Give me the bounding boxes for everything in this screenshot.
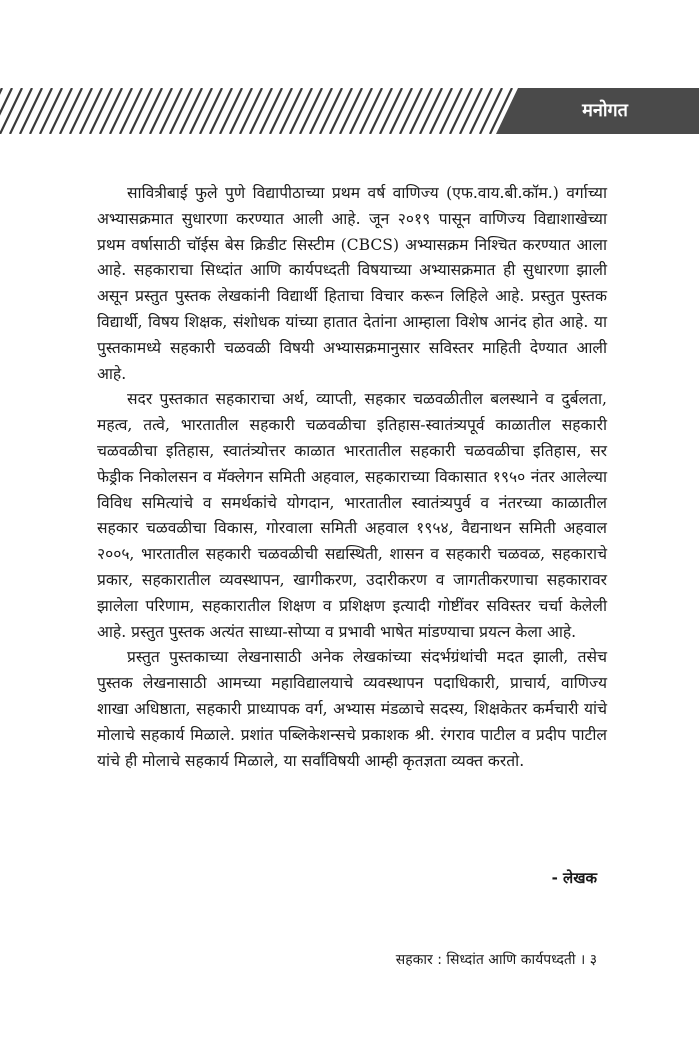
running-footer: सहकार : सिध्दांत आणि कार्यपध्दती । ३ — [395, 952, 597, 968]
paragraph-contents: सदर पुस्तकात सहकाराचा अर्थ, व्याप्ती, सहकार चळवळीतील बलस्थाने व दुर्बलता, महत्व, तत्वे, भारतातील सहकारी चळवळीचा इतिहास-स्वातंत्र्यपूर्व काळातील सहकारी चळवळीचा इतिहास, स्वातंत्र्योत्तर काळात भारतातील सहकारी चळवळीचा इतिहास, सर फेड्रीक निकोलसन व मॅक्लेगन समिती अहवाल, सहकाराच्या विकासात १९५० नंतर आलेल्या विविध समित्यांचे व समर्थकांचे योगदान, भारतातील स्वातंत्र्यपुर्व व नंतरच्या काळातील सहकार चळवळीचा विकास, गोरवाला समिती अहवाल १९५४, वैद्यनाथन समिती अहवाल २००५, भारतातील सहकारी चळवळीची सद्यस्थिती, शासन व सहकारी चळवळ, सहकाराचे प्रकार, सहकारातील व्यवस्थापन, खागीकरण, उदारीकरण व जागतीकरणाचा सहकारावर झालेला परिणाम, सहकारातील शिक्षण व प्रशिक्षण इत्यादी गोष्टींवर सविस्तर चर्चा केलेली आहे. प्रस्तुत पुस्तक अत्यंत साध्या-सोप्या व प्रभावी भाषेत मांडण्याचा प्रयत्न केला आहे. — [97, 390, 607, 641]
page-title: मनोगत — [582, 100, 628, 121]
body-text — [97, 181, 607, 774]
paragraph-intro: सावित्रीबाई फुले पुणे विद्यापीठाच्या प्रथम वर्ष वाणिज्य (एफ.वाय.बी.कॉम.) वर्गाच्या अभ्यासक्रमात सुधारणा करण्यात आली आहे. जून २०१९ पासून वाणिज्य विद्याशाखेच्या प्रथम वर्षासाठी चॉईस बेस क्रिडीट सिस्टीम (CBCS) अभ्यासक्रम निश्चित करण्यात आला आहे. सहकाराचा सिध्दांत आणि कार्यपध्दती विषयाच्या अभ्यासक्रमात ही सुधारणा झाली असून प्रस्तुत पुस्तक लेखकांनी विद्यार्थी हिताचा विचार करून लिहिले आहे. प्रस्तुत पुस्तक विद्यार्थी, विषय शिक्षक, संशोधक यांच्या हातात देतांना आम्हाला विशेष आनंद होत आहे. या पुस्तकामध्ये सहकारी चळवळी विषयी अभ्यासक्रमानुसार सविस्तर माहिती देण्यात आली आहे. — [97, 184, 607, 383]
author-signature: - लेखक — [551, 869, 597, 887]
paragraph-acknowledgement: प्रस्तुत पुस्तकाच्या लेखनासाठी अनेक लेखकांच्या संदर्भग्रंथांची मदत झाली, तसेच पुस्तक लेखनासाठी आमच्या महाविद्यालयाचे व्यवस्थापन पदाधिकारी, प्राचार्य, वाणिज्य शाखा अधिष्ठाता, सहकारी प्राध्यापक वर्ग, अभ्यास मंडळाचे सदस्य, शिक्षकेतर कर्मचारी यांचे मोलाचे सहकार्य मिळाले. प्रशांत पब्लिकेशन्सचे प्रकाशक श्री. रंगराव पाटील व प्रदीप पाटील यांचे ही मोलाचे सहकार्य मिळाले, या सर्वांविषयी आम्ही कृतज्ञता व्यक्त करतो. — [97, 648, 607, 770]
